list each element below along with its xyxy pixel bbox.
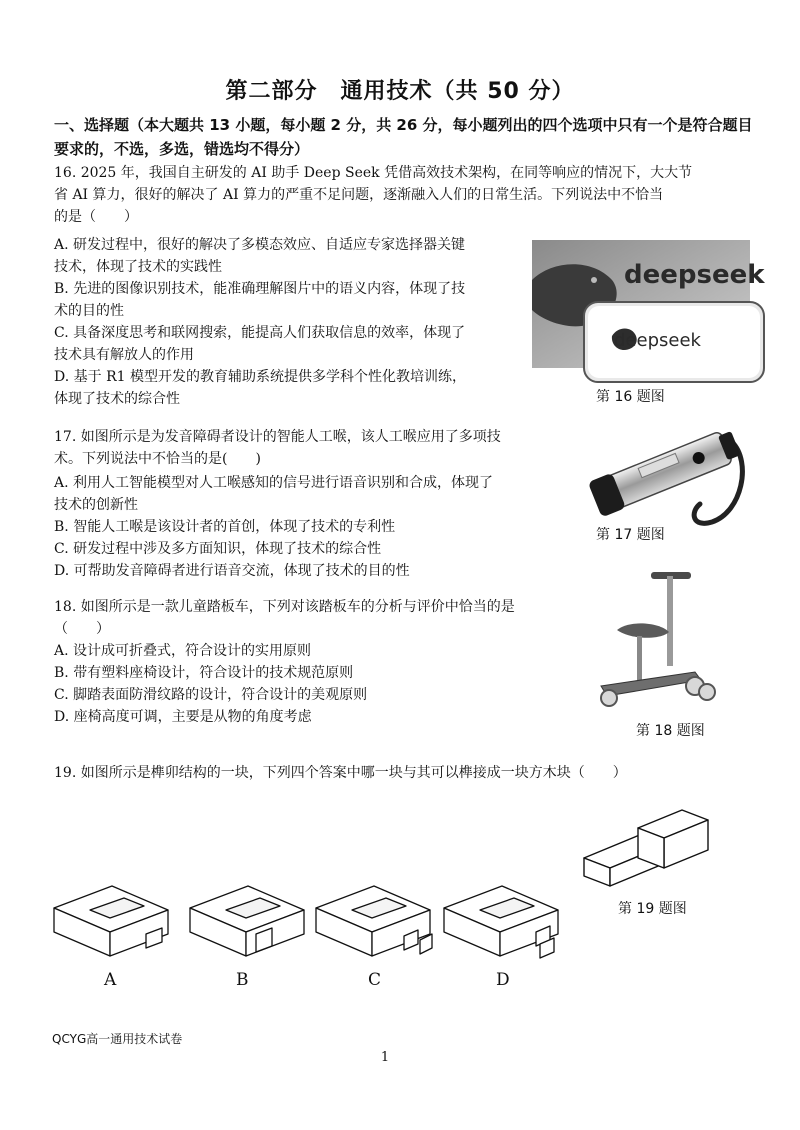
footer-text: QCYG高一通用技术试卷 xyxy=(52,1032,183,1046)
q17-stem-line: 术。下列说法中不恰当的是( ) xyxy=(54,451,261,467)
deepseek-back-logo-text: deepseek xyxy=(624,260,765,290)
q16-deepseek-photo xyxy=(532,240,765,368)
page-title: 第二部分 通用技术（共 50 分） xyxy=(225,79,575,104)
q16-stem xyxy=(54,162,754,228)
q17-stem xyxy=(54,426,594,470)
q16-option-b-cont: 术的目的性 xyxy=(54,303,124,319)
q16-option-c-cont: 技术具有解放人的作用 xyxy=(54,347,194,363)
q19-option-d-label: D xyxy=(496,970,510,990)
q17-option-a-cont: 技术的创新性 xyxy=(54,497,138,513)
q18-stem-line: 18. 如图所示是一款儿童踏板车，下列对该踏板车的分析与评价中恰当的是 xyxy=(54,599,515,615)
q16-option-a-cont: 技术，体现了技术的实践性 xyxy=(54,259,222,275)
q17-option-c: C. 研发过程中涉及多方面知识，体现了技术的综合性 xyxy=(54,541,382,557)
q16-caption: 第 16 题图 xyxy=(596,389,665,405)
q19-caption: 第 19 题图 xyxy=(618,901,687,917)
q19-option-a-block xyxy=(50,882,180,962)
q18-stem-line: （ ） xyxy=(54,621,110,637)
kids-scooter-image xyxy=(595,568,725,718)
q19-option-d-block xyxy=(440,882,570,962)
q18-stem xyxy=(54,596,614,640)
q16-option-d-cont: 体现了技术的综合性 xyxy=(54,391,180,407)
q17-option-b: B. 智能人工喉是该设计者的首创，体现了技术的专利性 xyxy=(54,519,396,535)
q16-option-a: A. 研发过程中，很好的解决了多模态效应、自适应专家选择器关键 xyxy=(54,237,466,253)
q18-option-a: A. 设计成可折叠式，符合设计的实用原则 xyxy=(54,643,312,659)
page-number: 1 xyxy=(380,1050,390,1065)
q16-option-c: C. 具备深度思考和联网搜索，能提高人们获取信息的效率，体现了 xyxy=(54,325,466,341)
q16-stem-line: 16. 2025 年，我国自主研发的 AI 助手 Deep Seek 凭借高效技术架构，在同等响应的情况下，大大节 xyxy=(54,165,693,181)
q17-option-d: D. 可帮助发音障碍者进行语音交流，体现了技术的目的性 xyxy=(54,563,410,579)
q19-option-b-label: B xyxy=(236,970,249,990)
q16-stem-line: 省 AI 算力，很好的解决了 AI 算力的严重不足问题，逐渐融入人们的日常生活。下列说法中不恰当 xyxy=(54,187,664,203)
section-heading: 一、选择题（本大题共 13 小题，每小题 2 分，共 26 分，每小题列出的四个选项中只有一个是符合题目要求的，不选，多选，错选均不得分） xyxy=(54,116,753,158)
q17-stem-line: 17. 如图所示是为发音障碍者设计的智能人工喉，该人工喉应用了多项技 xyxy=(54,429,501,445)
q19-option-a-label: A xyxy=(104,970,117,990)
q16-option-d: D. 基于 R1 模型开发的教育辅助系统提供多学科个性化教培训练， xyxy=(54,369,466,385)
q19-stem: 19. 如图所示是榫卯结构的一块，下列四个答案中哪一块与其可以榫接成一块方木块（ ） xyxy=(54,765,627,781)
q18-option-d: D. 座椅高度可调，主要是从物的角度考虑 xyxy=(54,709,312,725)
deepseek-front-logo-text: deepseek xyxy=(614,330,701,351)
q17-caption: 第 17 题图 xyxy=(596,527,665,543)
q16-option-b: B. 先进的图像识别技术，能准确理解图片中的语义内容，体现了技 xyxy=(54,281,466,297)
q19-reference-block xyxy=(582,806,712,891)
artificial-larynx-image xyxy=(582,412,752,532)
q19-option-b-block xyxy=(186,882,316,962)
q17-options xyxy=(54,472,594,582)
q18-options xyxy=(54,640,594,728)
q16-options xyxy=(54,234,524,410)
q19-option-c-block xyxy=(312,882,442,962)
q18-option-b: B. 带有塑料座椅设计，符合设计的技术规范原则 xyxy=(54,665,354,681)
q16-stem-line: 的是（ ） xyxy=(54,209,138,225)
q18-option-c: C. 脚踏表面防滑纹路的设计，符合设计的美观原则 xyxy=(54,687,368,703)
q18-caption: 第 18 题图 xyxy=(636,723,705,739)
q19-option-c-label: C xyxy=(368,970,382,990)
q17-option-a: A. 利用人工智能模型对人工喉感知的信号进行语音识别和合成，体现了 xyxy=(54,475,494,491)
